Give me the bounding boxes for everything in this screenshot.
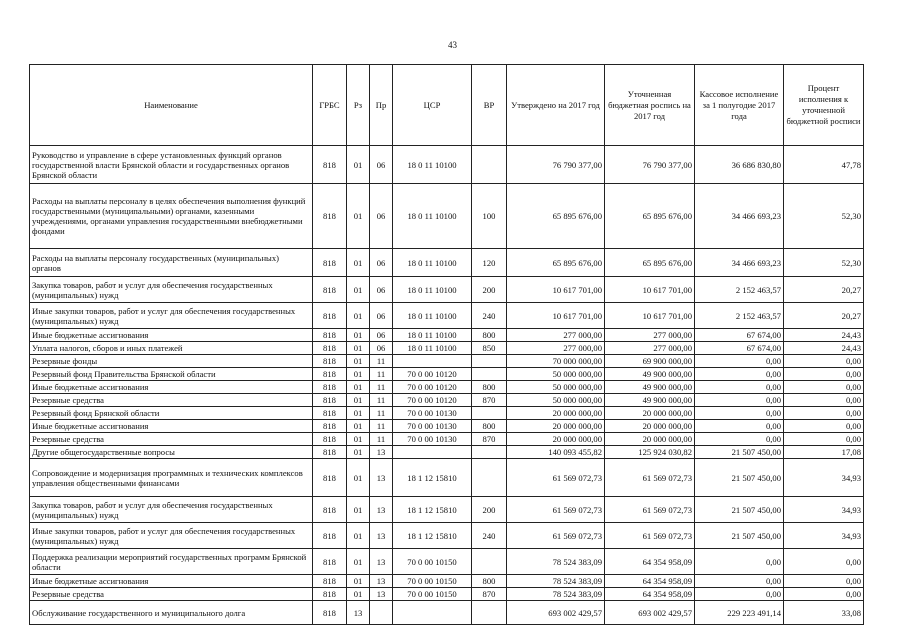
row-approved: 61 569 072,73 xyxy=(507,497,605,523)
row-csr: 18 0 11 10100 xyxy=(393,184,472,249)
row-pr: 11 xyxy=(370,420,393,433)
row-approved: 140 093 455,82 xyxy=(507,446,605,459)
row-percent: 0,00 xyxy=(784,420,864,433)
row-name: Закупка товаров, работ и услуг для обеспечения государственных (муниципальных) нужд xyxy=(30,277,313,303)
row-csr xyxy=(393,446,472,459)
row-rz: 01 xyxy=(347,407,370,420)
row-percent: 0,00 xyxy=(784,394,864,407)
row-cash: 2 152 463,57 xyxy=(695,277,784,303)
row-csr: 70 0 00 10150 xyxy=(393,588,472,601)
row-rz: 01 xyxy=(347,368,370,381)
page-number: 43 xyxy=(448,40,457,50)
row-rz: 01 xyxy=(347,523,370,549)
row-rz: 01 xyxy=(347,394,370,407)
row-approved: 50 000 000,00 xyxy=(507,368,605,381)
row-name: Иные закупки товаров, работ и услуг для обеспечения государственных (муниципальных) нужд xyxy=(30,303,313,329)
row-name: Резервные средства xyxy=(30,394,313,407)
row-cash: 2 152 463,57 xyxy=(695,303,784,329)
row-percent: 24,43 xyxy=(784,329,864,342)
row-csr: 70 0 00 10150 xyxy=(393,575,472,588)
row-cash: 0,00 xyxy=(695,549,784,575)
row-approved: 20 000 000,00 xyxy=(507,420,605,433)
row-cash: 0,00 xyxy=(695,575,784,588)
table-row xyxy=(30,184,864,249)
row-refined: 49 900 000,00 xyxy=(605,381,695,394)
row-name: Расходы на выплаты персоналу государственных (муниципальных) органов xyxy=(30,249,313,277)
row-grbs: 818 xyxy=(313,407,347,420)
row-grbs: 818 xyxy=(313,184,347,249)
row-vr: 800 xyxy=(472,381,507,394)
row-percent: 52,30 xyxy=(784,184,864,249)
table-row xyxy=(30,394,864,407)
row-csr xyxy=(393,601,472,625)
row-grbs: 818 xyxy=(313,446,347,459)
row-approved: 78 524 383,09 xyxy=(507,549,605,575)
row-vr xyxy=(472,368,507,381)
row-rz: 01 xyxy=(347,420,370,433)
row-cash: 21 507 450,00 xyxy=(695,523,784,549)
row-name: Резервный фонд Правительства Брянской области xyxy=(30,368,313,381)
row-cash: 34 466 693,23 xyxy=(695,249,784,277)
row-refined: 64 354 958,09 xyxy=(605,588,695,601)
row-percent: 52,30 xyxy=(784,249,864,277)
row-name: Иные бюджетные ассигнования xyxy=(30,420,313,433)
row-percent: 0,00 xyxy=(784,433,864,446)
row-percent: 33,08 xyxy=(784,601,864,625)
row-vr xyxy=(472,355,507,368)
header-refined: Уточненная бюджетная роспись на 2017 год xyxy=(605,65,695,146)
row-name: Резервные фонды xyxy=(30,355,313,368)
row-vr xyxy=(472,549,507,575)
row-cash: 21 507 450,00 xyxy=(695,497,784,523)
row-name: Руководство и управление в сфере установленных функций органов государственной власти Брянской области и государственных органов Брянской области xyxy=(30,146,313,184)
row-approved: 277 000,00 xyxy=(507,342,605,355)
table-row xyxy=(30,407,864,420)
row-pr: 06 xyxy=(370,146,393,184)
row-pr: 13 xyxy=(370,588,393,601)
row-pr: 06 xyxy=(370,303,393,329)
row-csr: 70 0 00 10130 xyxy=(393,407,472,420)
row-rz: 01 xyxy=(347,446,370,459)
row-grbs: 818 xyxy=(313,355,347,368)
row-csr: 18 0 11 10100 xyxy=(393,303,472,329)
row-refined: 61 569 072,73 xyxy=(605,497,695,523)
row-percent: 0,00 xyxy=(784,355,864,368)
row-csr xyxy=(393,355,472,368)
row-grbs: 818 xyxy=(313,381,347,394)
table-row xyxy=(30,459,864,497)
row-cash: 0,00 xyxy=(695,420,784,433)
row-refined: 10 617 701,00 xyxy=(605,303,695,329)
table-row xyxy=(30,146,864,184)
row-grbs: 818 xyxy=(313,277,347,303)
row-refined: 277 000,00 xyxy=(605,342,695,355)
row-rz: 01 xyxy=(347,549,370,575)
row-pr: 13 xyxy=(370,523,393,549)
row-percent: 0,00 xyxy=(784,588,864,601)
row-rz: 01 xyxy=(347,575,370,588)
row-approved: 61 569 072,73 xyxy=(507,459,605,497)
row-cash: 0,00 xyxy=(695,368,784,381)
row-percent: 34,93 xyxy=(784,497,864,523)
row-vr xyxy=(472,601,507,625)
row-grbs: 818 xyxy=(313,146,347,184)
header-cash: Кассовое исполнение за 1 полугодие 2017 года xyxy=(695,65,784,146)
row-cash: 0,00 xyxy=(695,407,784,420)
row-percent: 0,00 xyxy=(784,368,864,381)
row-csr: 70 0 00 10120 xyxy=(393,368,472,381)
row-rz: 01 xyxy=(347,381,370,394)
row-rz: 01 xyxy=(347,146,370,184)
table-row xyxy=(30,549,864,575)
row-percent: 20,27 xyxy=(784,277,864,303)
row-csr: 70 0 00 10120 xyxy=(393,381,472,394)
row-grbs: 818 xyxy=(313,303,347,329)
row-refined: 64 354 958,09 xyxy=(605,575,695,588)
row-csr: 70 0 00 10130 xyxy=(393,433,472,446)
row-pr: 11 xyxy=(370,355,393,368)
row-vr: 800 xyxy=(472,329,507,342)
row-refined: 69 900 000,00 xyxy=(605,355,695,368)
budget-execution-table xyxy=(29,64,864,625)
row-cash: 67 674,00 xyxy=(695,342,784,355)
row-name: Резервные средства xyxy=(30,588,313,601)
row-refined: 49 900 000,00 xyxy=(605,394,695,407)
row-percent: 47,78 xyxy=(784,146,864,184)
table-row xyxy=(30,249,864,277)
row-grbs: 818 xyxy=(313,394,347,407)
row-vr: 120 xyxy=(472,249,507,277)
row-name: Сопровождение и модернизация программных и технических комплексов управления общественными финансами xyxy=(30,459,313,497)
header-grbs: ГРБС xyxy=(313,65,347,146)
row-percent: 24,43 xyxy=(784,342,864,355)
row-approved: 10 617 701,00 xyxy=(507,277,605,303)
row-grbs: 818 xyxy=(313,601,347,625)
row-vr: 850 xyxy=(472,342,507,355)
row-csr: 70 0 00 10120 xyxy=(393,394,472,407)
row-pr: 13 xyxy=(370,459,393,497)
header-percent: Процент исполнения к уточненной бюджетной росписи xyxy=(784,65,864,146)
table-body xyxy=(30,146,864,625)
row-cash: 0,00 xyxy=(695,394,784,407)
row-vr xyxy=(472,146,507,184)
row-vr: 200 xyxy=(472,497,507,523)
row-approved: 65 895 676,00 xyxy=(507,249,605,277)
table-row xyxy=(30,601,864,625)
header-vr: ВР xyxy=(472,65,507,146)
row-name: Другие общегосударственные вопросы xyxy=(30,446,313,459)
table-row xyxy=(30,277,864,303)
row-approved: 65 895 676,00 xyxy=(507,184,605,249)
row-cash: 21 507 450,00 xyxy=(695,446,784,459)
row-rz: 01 xyxy=(347,459,370,497)
row-name: Иные бюджетные ассигнования xyxy=(30,329,313,342)
row-percent: 34,93 xyxy=(784,523,864,549)
row-cash: 0,00 xyxy=(695,381,784,394)
header-rz: Рз xyxy=(347,65,370,146)
row-refined: 76 790 377,00 xyxy=(605,146,695,184)
row-vr: 240 xyxy=(472,523,507,549)
row-pr: 06 xyxy=(370,184,393,249)
row-percent: 20,27 xyxy=(784,303,864,329)
row-refined: 20 000 000,00 xyxy=(605,407,695,420)
row-name: Расходы на выплаты персоналу в целях обеспечения выполнения функций государственными (муниципальными) органами, казенными учреждениями, органами управления государственными внебюджетными фондами xyxy=(30,184,313,249)
row-approved: 50 000 000,00 xyxy=(507,381,605,394)
row-grbs: 818 xyxy=(313,588,347,601)
row-pr: 11 xyxy=(370,407,393,420)
row-rz: 01 xyxy=(347,342,370,355)
row-approved: 20 000 000,00 xyxy=(507,407,605,420)
row-csr: 18 0 11 10100 xyxy=(393,249,472,277)
row-grbs: 818 xyxy=(313,249,347,277)
row-pr: 06 xyxy=(370,329,393,342)
row-rz: 01 xyxy=(347,433,370,446)
row-csr: 18 0 11 10100 xyxy=(393,342,472,355)
row-name: Иные закупки товаров, работ и услуг для обеспечения государственных (муниципальных) нужд xyxy=(30,523,313,549)
row-rz: 01 xyxy=(347,329,370,342)
row-pr: 11 xyxy=(370,394,393,407)
row-vr xyxy=(472,446,507,459)
row-vr: 100 xyxy=(472,184,507,249)
table-row xyxy=(30,575,864,588)
header-pr: Пр xyxy=(370,65,393,146)
row-pr: 06 xyxy=(370,277,393,303)
table-row xyxy=(30,523,864,549)
row-approved: 10 617 701,00 xyxy=(507,303,605,329)
row-refined: 20 000 000,00 xyxy=(605,433,695,446)
row-vr: 800 xyxy=(472,575,507,588)
row-csr: 70 0 00 10150 xyxy=(393,549,472,575)
row-refined: 20 000 000,00 xyxy=(605,420,695,433)
row-rz: 01 xyxy=(347,355,370,368)
row-percent: 17,08 xyxy=(784,446,864,459)
row-pr: 13 xyxy=(370,497,393,523)
row-csr: 18 1 12 15810 xyxy=(393,459,472,497)
row-cash: 34 466 693,23 xyxy=(695,184,784,249)
row-pr: 11 xyxy=(370,433,393,446)
table-row xyxy=(30,355,864,368)
row-name: Иные бюджетные ассигнования xyxy=(30,381,313,394)
row-grbs: 818 xyxy=(313,329,347,342)
table-row xyxy=(30,303,864,329)
table-row xyxy=(30,368,864,381)
row-name: Резервные средства xyxy=(30,433,313,446)
row-csr: 18 0 11 10100 xyxy=(393,146,472,184)
row-pr: 13 xyxy=(370,549,393,575)
row-csr: 18 0 11 10100 xyxy=(393,329,472,342)
row-rz: 01 xyxy=(347,184,370,249)
row-percent: 0,00 xyxy=(784,381,864,394)
row-approved: 693 002 429,57 xyxy=(507,601,605,625)
table-row xyxy=(30,381,864,394)
row-grbs: 818 xyxy=(313,342,347,355)
row-rz: 01 xyxy=(347,497,370,523)
row-refined: 65 895 676,00 xyxy=(605,184,695,249)
header-csr: ЦСР xyxy=(393,65,472,146)
row-refined: 61 569 072,73 xyxy=(605,523,695,549)
row-vr: 240 xyxy=(472,303,507,329)
row-rz: 01 xyxy=(347,588,370,601)
row-name: Поддержка реализации мероприятий государственных программ Брянской области xyxy=(30,549,313,575)
row-cash: 21 507 450,00 xyxy=(695,459,784,497)
row-approved: 61 569 072,73 xyxy=(507,523,605,549)
header-approved: Утверждено на 2017 год xyxy=(507,65,605,146)
row-grbs: 818 xyxy=(313,459,347,497)
row-refined: 277 000,00 xyxy=(605,329,695,342)
row-grbs: 818 xyxy=(313,575,347,588)
row-pr xyxy=(370,601,393,625)
row-name: Резервный фонд Брянской области xyxy=(30,407,313,420)
row-grbs: 818 xyxy=(313,549,347,575)
row-vr: 800 xyxy=(472,420,507,433)
row-rz: 13 xyxy=(347,601,370,625)
row-name: Иные бюджетные ассигнования xyxy=(30,575,313,588)
row-cash: 36 686 830,80 xyxy=(695,146,784,184)
row-grbs: 818 xyxy=(313,497,347,523)
row-refined: 65 895 676,00 xyxy=(605,249,695,277)
row-pr: 11 xyxy=(370,381,393,394)
row-grbs: 818 xyxy=(313,420,347,433)
row-refined: 10 617 701,00 xyxy=(605,277,695,303)
table-row xyxy=(30,329,864,342)
row-csr: 18 0 11 10100 xyxy=(393,277,472,303)
row-pr: 13 xyxy=(370,575,393,588)
row-vr: 870 xyxy=(472,394,507,407)
row-approved: 277 000,00 xyxy=(507,329,605,342)
header-name: Наименование xyxy=(30,65,313,146)
row-percent: 0,00 xyxy=(784,575,864,588)
row-vr: 870 xyxy=(472,588,507,601)
row-cash: 0,00 xyxy=(695,355,784,368)
row-vr xyxy=(472,459,507,497)
row-cash: 67 674,00 xyxy=(695,329,784,342)
row-approved: 20 000 000,00 xyxy=(507,433,605,446)
row-csr: 70 0 00 10130 xyxy=(393,420,472,433)
table-row xyxy=(30,433,864,446)
table-row xyxy=(30,446,864,459)
row-pr: 06 xyxy=(370,249,393,277)
row-name: Обслуживание государственного и муниципального долга xyxy=(30,601,313,625)
table-row xyxy=(30,588,864,601)
table-row xyxy=(30,342,864,355)
row-vr: 870 xyxy=(472,433,507,446)
row-pr: 06 xyxy=(370,342,393,355)
row-grbs: 818 xyxy=(313,433,347,446)
row-name: Закупка товаров, работ и услуг для обеспечения государственных (муниципальных) нужд xyxy=(30,497,313,523)
row-rz: 01 xyxy=(347,249,370,277)
row-refined: 693 002 429,57 xyxy=(605,601,695,625)
row-cash: 0,00 xyxy=(695,588,784,601)
row-grbs: 818 xyxy=(313,368,347,381)
row-approved: 78 524 383,09 xyxy=(507,588,605,601)
row-cash: 0,00 xyxy=(695,433,784,446)
row-csr: 18 1 12 15810 xyxy=(393,497,472,523)
row-pr: 13 xyxy=(370,446,393,459)
row-percent: 34,93 xyxy=(784,459,864,497)
row-approved: 76 790 377,00 xyxy=(507,146,605,184)
table-row xyxy=(30,497,864,523)
row-vr: 200 xyxy=(472,277,507,303)
row-approved: 50 000 000,00 xyxy=(507,394,605,407)
row-cash: 229 223 491,14 xyxy=(695,601,784,625)
row-percent: 0,00 xyxy=(784,407,864,420)
row-vr xyxy=(472,407,507,420)
table-row xyxy=(30,420,864,433)
row-refined: 125 924 030,82 xyxy=(605,446,695,459)
row-refined: 61 569 072,73 xyxy=(605,459,695,497)
row-refined: 64 354 958,09 xyxy=(605,549,695,575)
row-refined: 49 900 000,00 xyxy=(605,368,695,381)
row-rz: 01 xyxy=(347,303,370,329)
row-rz: 01 xyxy=(347,277,370,303)
row-approved: 70 000 000,00 xyxy=(507,355,605,368)
row-name: Уплата налогов, сборов и иных платежей xyxy=(30,342,313,355)
row-percent: 0,00 xyxy=(784,549,864,575)
row-pr: 11 xyxy=(370,368,393,381)
row-grbs: 818 xyxy=(313,523,347,549)
table-header-row xyxy=(30,65,864,146)
row-csr: 18 1 12 15810 xyxy=(393,523,472,549)
row-approved: 78 524 383,09 xyxy=(507,575,605,588)
